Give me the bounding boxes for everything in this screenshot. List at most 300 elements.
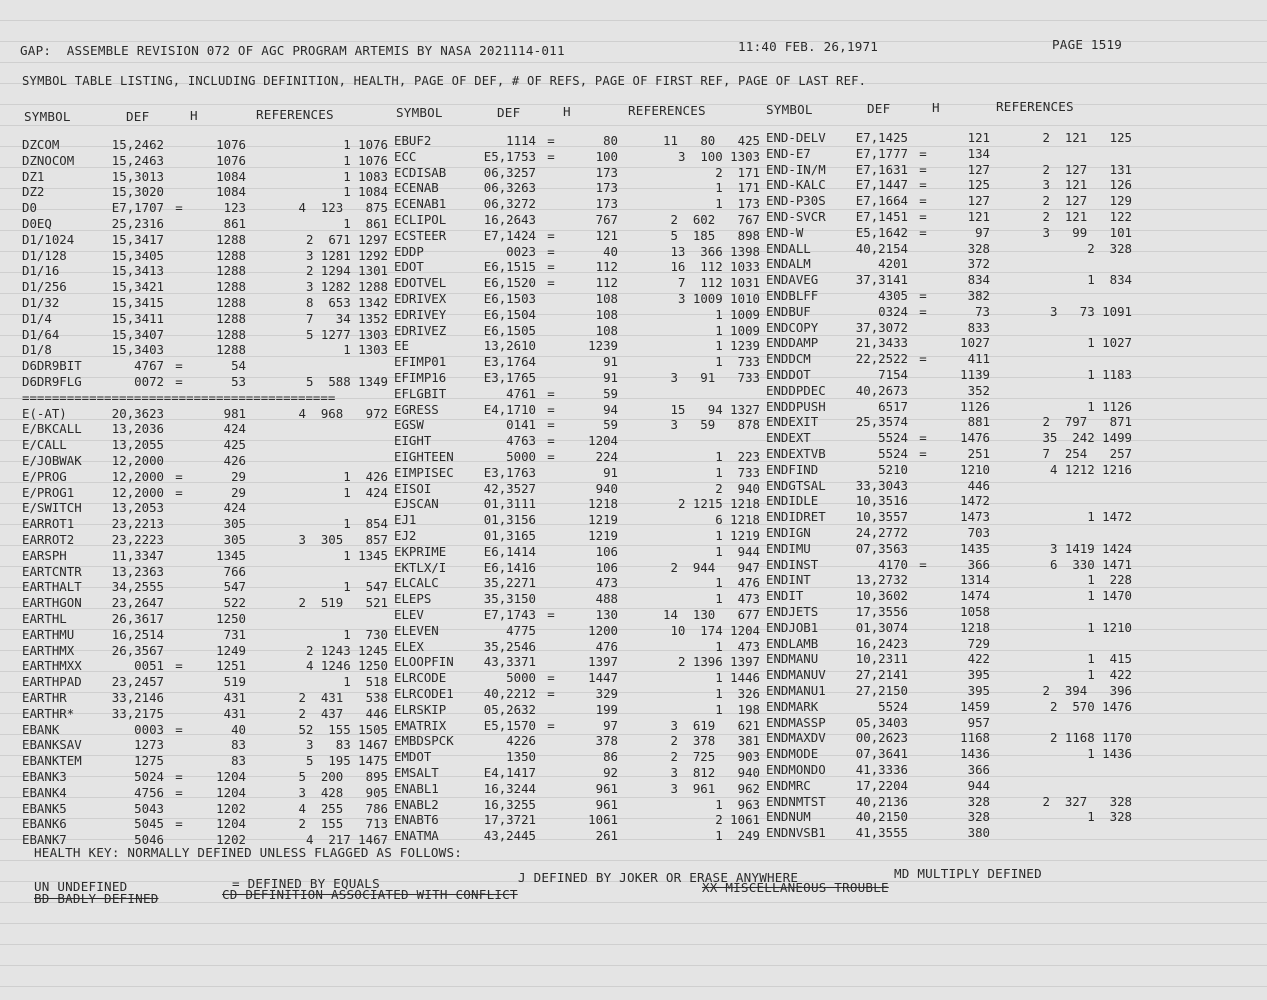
reference-list: 3 83 1467 bbox=[305, 737, 388, 753]
table-row bbox=[22, 549, 392, 563]
symbol-name: END-E7 bbox=[766, 145, 811, 161]
reference-list: 1 854 bbox=[343, 516, 388, 532]
table-row bbox=[394, 150, 764, 164]
definition-page: 366 bbox=[967, 556, 990, 572]
symbol-name: ECDISAB bbox=[394, 164, 447, 180]
symbol-definition: 43,2445 bbox=[483, 828, 536, 844]
table-row bbox=[394, 576, 764, 590]
reference-list: 1 1076 bbox=[343, 152, 388, 168]
symbol-name: ENDBUF bbox=[766, 303, 811, 319]
symbol-name: D1/16 bbox=[22, 263, 60, 279]
symbol-definition: E6,1515 bbox=[483, 259, 536, 275]
symbol-definition: 5000 bbox=[506, 670, 536, 686]
symbol-definition: 0023 bbox=[506, 243, 536, 259]
definition-page: 1200 bbox=[588, 622, 618, 638]
health-flag: = bbox=[547, 385, 555, 401]
symbol-definition: E5,1753 bbox=[483, 148, 536, 164]
symbol-definition: 33,3043 bbox=[855, 477, 908, 493]
symbol-name: D1/32 bbox=[22, 295, 60, 310]
definition-page: 519 bbox=[223, 674, 246, 690]
table-row bbox=[22, 154, 392, 168]
table-row bbox=[766, 763, 1136, 777]
reference-list: 3 99 101 bbox=[1042, 224, 1132, 240]
reference-list: 2 725 903 bbox=[670, 749, 760, 765]
symbol-definition: 4761 bbox=[506, 385, 536, 401]
symbol-definition: 13,2363 bbox=[111, 563, 164, 579]
definition-page: 59 bbox=[603, 417, 618, 433]
table-row bbox=[394, 418, 764, 432]
col-header-h: H bbox=[190, 108, 198, 123]
definition-page: 1288 bbox=[216, 247, 246, 263]
symbol-definition: 25,3574 bbox=[855, 414, 908, 430]
definition-page: 834 bbox=[967, 272, 990, 288]
symbol-definition: 35,2546 bbox=[483, 638, 536, 654]
table-row bbox=[394, 592, 764, 606]
table-row bbox=[22, 501, 392, 515]
symbol-definition: E7,1447 bbox=[855, 177, 908, 193]
table-row bbox=[766, 637, 1136, 651]
symbol-name: D1/8 bbox=[22, 342, 52, 358]
reference-list: 1 944 bbox=[715, 543, 760, 559]
table-row bbox=[766, 273, 1136, 287]
table-row bbox=[766, 826, 1136, 840]
table-row bbox=[394, 734, 764, 748]
symbol-definition: 40,2673 bbox=[855, 382, 908, 398]
reference-list: 3 121 126 bbox=[1042, 177, 1132, 193]
symbol-definition: 26,3617 bbox=[111, 611, 164, 626]
health-flag: = bbox=[919, 303, 927, 319]
table-row bbox=[394, 387, 764, 401]
symbol-name: ELOOPFIN bbox=[394, 654, 454, 670]
symbol-name: EARROT2 bbox=[22, 532, 75, 547]
symbol-definition: 40,2150 bbox=[855, 809, 908, 825]
reference-list: 1 1083 bbox=[343, 168, 388, 184]
definition-page: 1168 bbox=[960, 730, 990, 746]
table-row bbox=[22, 565, 392, 579]
reference-list: 1 473 bbox=[715, 591, 760, 607]
health-flag: = bbox=[919, 161, 927, 177]
definition-page: 422 bbox=[967, 651, 990, 667]
reference-list: 7 34 1352 bbox=[305, 310, 388, 326]
col-header-def: DEF bbox=[867, 101, 891, 116]
health-flag: = bbox=[919, 177, 927, 193]
health-flag: = bbox=[919, 145, 927, 161]
definition-page: 91 bbox=[603, 370, 618, 385]
definition-page: 731 bbox=[223, 626, 246, 642]
table-row bbox=[766, 257, 1136, 271]
symbol-definition: 5000 bbox=[506, 449, 536, 464]
symbol-name: ENDIGN bbox=[766, 525, 811, 540]
definition-page: 476 bbox=[595, 638, 618, 654]
table-row bbox=[766, 589, 1136, 603]
symbol-name: END-DELV bbox=[766, 130, 826, 145]
symbol-name: ENDNUM bbox=[766, 809, 811, 825]
definition-page: 1249 bbox=[216, 642, 246, 658]
reference-list: 1 834 bbox=[1087, 272, 1132, 288]
symbol-name: ENDDPUSH bbox=[766, 398, 826, 414]
symbol-definition: 41,3336 bbox=[855, 762, 908, 777]
reference-list: 2 378 381 bbox=[670, 733, 760, 749]
definition-page: 940 bbox=[595, 480, 618, 496]
symbol-definition: 23,2647 bbox=[111, 595, 164, 611]
definition-page: 1084 bbox=[216, 168, 246, 184]
definition-page: 91 bbox=[603, 464, 618, 480]
reference-list: 1 861 bbox=[343, 216, 388, 231]
definition-page: 1027 bbox=[960, 335, 990, 351]
health-flag: = bbox=[919, 224, 927, 240]
definition-page: 80 bbox=[603, 133, 618, 148]
table-row bbox=[22, 770, 392, 784]
table-row bbox=[394, 466, 764, 480]
reference-list: 5 588 1349 bbox=[305, 374, 388, 389]
symbol-definition: 27,2150 bbox=[855, 683, 908, 698]
symbol-name: EARTHL bbox=[22, 611, 67, 626]
definition-page: 424 bbox=[223, 421, 246, 437]
definition-page: 961 bbox=[595, 796, 618, 812]
print-timestamp: 11:40 FEB. 26,1971 bbox=[738, 39, 879, 54]
symbol-name: EARROT1 bbox=[22, 516, 75, 532]
reference-list: 52 155 1505 bbox=[298, 721, 388, 737]
symbol-definition: 1275 bbox=[134, 753, 164, 769]
symbol-definition: 22,2522 bbox=[855, 351, 908, 367]
table-row bbox=[766, 795, 1136, 809]
health-flag: = bbox=[919, 209, 927, 224]
symbol-name: ENDNVSB1 bbox=[766, 825, 826, 841]
table-row bbox=[766, 352, 1136, 366]
definition-page: 1436 bbox=[960, 746, 990, 762]
definition-page: 305 bbox=[223, 532, 246, 547]
table-row bbox=[394, 134, 764, 148]
table-row bbox=[22, 438, 392, 452]
symbol-definition: 23,2213 bbox=[111, 516, 164, 532]
table-row bbox=[766, 494, 1136, 508]
symbol-name: DZCOM bbox=[22, 137, 60, 152]
definition-page: 40 bbox=[231, 721, 246, 737]
definition-page: 328 bbox=[967, 793, 990, 809]
symbol-definition: 0051 bbox=[134, 658, 164, 674]
symbol-definition: 06,3257 bbox=[483, 164, 536, 180]
symbol-definition: 24,2772 bbox=[855, 525, 908, 540]
table-row bbox=[766, 479, 1136, 493]
table-row bbox=[22, 185, 392, 199]
definition-page: 1218 bbox=[960, 619, 990, 635]
table-row bbox=[22, 486, 392, 500]
symbol-definition: 5524 bbox=[878, 430, 908, 446]
reference-list: 1 1084 bbox=[343, 184, 388, 200]
reference-list: 1 1303 bbox=[343, 342, 388, 358]
symbol-name: ENDMRC bbox=[766, 777, 811, 793]
definition-page: 112 bbox=[595, 275, 618, 291]
symbol-definition: 4305 bbox=[878, 288, 908, 303]
reference-list: 1 171 bbox=[715, 180, 760, 196]
definition-page: 86 bbox=[603, 749, 618, 765]
health-key-heading: HEALTH KEY: NORMALLY DEFINED UNLESS FLAGGED AS FOLLOWS: bbox=[34, 845, 463, 860]
symbol-name: D0EQ bbox=[22, 216, 52, 231]
symbol-definition: 0072 bbox=[134, 374, 164, 389]
reference-list: 1 173 bbox=[715, 196, 760, 212]
health-flag: = bbox=[547, 148, 555, 164]
symbol-definition: 21,3433 bbox=[855, 335, 908, 351]
symbol-name: ENDMAXDV bbox=[766, 730, 826, 746]
table-row bbox=[766, 147, 1136, 161]
table-row bbox=[394, 640, 764, 654]
reference-list: 3 59 878 bbox=[670, 417, 760, 433]
health-key-misc: XX MISCELLANEOUS TROUBLE bbox=[702, 880, 889, 895]
symbol-definition: 15,3407 bbox=[111, 326, 164, 342]
definition-page: 134 bbox=[967, 145, 990, 161]
health-flag: = bbox=[175, 658, 183, 674]
symbol-name: ENDMANUV bbox=[766, 667, 826, 683]
table-row bbox=[22, 723, 392, 737]
symbol-name: EDOT bbox=[394, 259, 424, 275]
definition-page: 127 bbox=[967, 193, 990, 209]
health-flag: = bbox=[547, 227, 555, 243]
definition-page: 366 bbox=[967, 762, 990, 777]
reference-list: 2 1168 1170 bbox=[1049, 730, 1132, 746]
table-row bbox=[394, 624, 764, 638]
reference-list: 3 1282 1288 bbox=[305, 279, 388, 295]
definition-page: 53 bbox=[231, 374, 246, 389]
definition-page: 173 bbox=[595, 180, 618, 196]
definition-page: 1210 bbox=[960, 461, 990, 477]
reference-list: 5 200 895 bbox=[298, 769, 388, 784]
definition-page: 1288 bbox=[216, 231, 246, 247]
symbol-name: EARTHALT bbox=[22, 579, 82, 595]
symbol-definition: E3,1764 bbox=[483, 354, 536, 370]
symbol-name: ENDALM bbox=[766, 256, 811, 272]
table-row bbox=[394, 229, 764, 243]
table-row bbox=[22, 644, 392, 658]
symbol-name: EFLGBIT bbox=[394, 385, 447, 401]
col-header-def: DEF bbox=[126, 109, 150, 124]
symbol-definition: 4763 bbox=[506, 433, 536, 449]
symbol-name: ENDDCM bbox=[766, 351, 811, 367]
table-row bbox=[22, 628, 392, 642]
reference-list: 1 1210 bbox=[1087, 619, 1132, 635]
symbol-name: E/PROG bbox=[22, 468, 67, 484]
definition-page: 944 bbox=[967, 777, 990, 793]
symbol-name: ENDDPDEC bbox=[766, 382, 826, 398]
table-row bbox=[394, 292, 764, 306]
table-row bbox=[22, 233, 392, 247]
symbol-name: ENDJOB1 bbox=[766, 619, 819, 635]
table-row bbox=[394, 813, 764, 827]
definition-page: 395 bbox=[967, 667, 990, 683]
table-row bbox=[394, 766, 764, 780]
reference-list: 2 671 1297 bbox=[305, 231, 388, 247]
reference-list: 1 228 bbox=[1087, 572, 1132, 588]
table-row bbox=[22, 422, 392, 436]
col-header-references: REFERENCES bbox=[256, 107, 334, 122]
symbol-name: ELCALC bbox=[394, 575, 439, 591]
symbol-name: ENDIMU bbox=[766, 540, 811, 556]
symbol-definition: 15,3405 bbox=[111, 247, 164, 263]
table-row bbox=[394, 782, 764, 796]
definition-page: 1288 bbox=[216, 279, 246, 295]
table-row bbox=[22, 407, 392, 421]
definition-page: 91 bbox=[603, 354, 618, 370]
definition-page: 431 bbox=[223, 690, 246, 705]
definition-page: 488 bbox=[595, 591, 618, 607]
definition-page: 97 bbox=[975, 224, 990, 240]
table-row bbox=[766, 336, 1136, 350]
symbol-definition: 06,3272 bbox=[483, 196, 536, 212]
definition-page: 703 bbox=[967, 525, 990, 540]
symbol-name: ENDEXTVB bbox=[766, 446, 826, 461]
symbol-definition: 01,3074 bbox=[855, 619, 908, 635]
symbol-definition: 10,2311 bbox=[855, 651, 908, 667]
table-row bbox=[766, 605, 1136, 619]
reference-list: 1 1183 bbox=[1087, 367, 1132, 382]
symbol-name: ENATMA bbox=[394, 828, 439, 844]
health-flag: = bbox=[919, 288, 927, 303]
symbol-name: ELEPS bbox=[394, 591, 432, 607]
reference-list: 1 1345 bbox=[343, 547, 388, 563]
reference-list: 1 1470 bbox=[1087, 588, 1132, 604]
reference-list: 2 437 446 bbox=[298, 705, 388, 721]
table-row bbox=[766, 542, 1136, 556]
reference-list: 2 602 767 bbox=[670, 212, 760, 227]
reference-list: 1 1436 bbox=[1087, 746, 1132, 762]
reference-list: 3 428 905 bbox=[298, 784, 388, 800]
symbol-definition: E5,1642 bbox=[855, 224, 908, 240]
symbol-definition: 4767 bbox=[134, 358, 164, 374]
definition-page: 547 bbox=[223, 579, 246, 595]
definition-page: 92 bbox=[603, 765, 618, 780]
symbol-name: ENDMANU1 bbox=[766, 683, 826, 698]
health-flag: = bbox=[547, 717, 555, 733]
symbol-name: EARTHMU bbox=[22, 626, 75, 642]
reference-list: 2 1215 1218 bbox=[677, 496, 760, 512]
reference-list: 3 1281 1292 bbox=[305, 247, 388, 263]
table-row bbox=[766, 526, 1136, 540]
symbol-definition: E7,1424 bbox=[483, 227, 536, 243]
reference-list: 13 366 1398 bbox=[670, 243, 760, 259]
health-flag: = bbox=[175, 484, 183, 500]
reference-list: 2 121 122 bbox=[1042, 209, 1132, 224]
symbol-definition: 16,3255 bbox=[483, 796, 536, 812]
col-header-h: H bbox=[563, 104, 571, 119]
table-row bbox=[22, 580, 392, 594]
health-flag: = bbox=[547, 433, 555, 449]
symbol-definition: 05,2632 bbox=[483, 701, 536, 717]
symbol-definition: 41,3555 bbox=[855, 825, 908, 841]
reference-list: 1 1219 bbox=[715, 528, 760, 543]
reference-list: 3 100 1303 bbox=[677, 148, 760, 164]
symbol-name: ENDMANU bbox=[766, 651, 819, 667]
symbol-name: ELEV bbox=[394, 607, 424, 622]
symbol-name: E(-AT) bbox=[22, 405, 67, 421]
reference-list: 1 1126 bbox=[1087, 398, 1132, 414]
definition-page: 1076 bbox=[216, 137, 246, 152]
health-flag: = bbox=[919, 193, 927, 209]
definition-page: 83 bbox=[231, 737, 246, 753]
table-row bbox=[766, 810, 1136, 824]
symbol-definition: 26,3567 bbox=[111, 642, 164, 658]
table-row bbox=[394, 403, 764, 417]
health-flag: = bbox=[547, 259, 555, 275]
reference-list: 6 330 1471 bbox=[1049, 556, 1132, 572]
definition-page: 881 bbox=[967, 414, 990, 430]
symbol-name: EGSW bbox=[394, 417, 424, 433]
definition-page: 1476 bbox=[960, 430, 990, 446]
symbol-name: DZNOCOM bbox=[22, 152, 75, 168]
col-header-symbol: SYMBOL bbox=[24, 109, 71, 124]
definition-page: 380 bbox=[967, 825, 990, 841]
table-row bbox=[766, 321, 1136, 335]
assembly-title: GAP: ASSEMBLE REVISION 072 OF AGC PROGRAM ARTEMIS BY NASA 2021114-011 bbox=[20, 43, 565, 58]
table-row bbox=[394, 529, 764, 543]
symbol-name: EISOI bbox=[394, 480, 432, 496]
symbol-definition: 17,2204 bbox=[855, 777, 908, 793]
reference-list: 1 963 bbox=[715, 796, 760, 812]
table-row bbox=[394, 497, 764, 511]
symbol-definition: 5524 bbox=[878, 446, 908, 461]
reference-list: 2 171 bbox=[715, 164, 760, 180]
symbol-name: EFIMP16 bbox=[394, 370, 447, 385]
reference-list: 10 174 1204 bbox=[670, 622, 760, 638]
definition-page: 767 bbox=[595, 212, 618, 227]
symbol-definition: 00,2623 bbox=[855, 730, 908, 746]
symbol-name: EARTCNTR bbox=[22, 563, 82, 579]
definition-page: 1397 bbox=[588, 654, 618, 670]
reference-list: 3 619 621 bbox=[670, 717, 760, 733]
definition-page: 981 bbox=[223, 405, 246, 421]
reference-list: 5 185 898 bbox=[670, 227, 760, 243]
symbol-definition: E7,1631 bbox=[855, 161, 908, 177]
symbol-name: END-P30S bbox=[766, 193, 826, 209]
symbol-name: EBANK6 bbox=[22, 816, 67, 832]
symbol-definition: 05,3403 bbox=[855, 714, 908, 730]
table-row bbox=[394, 703, 764, 717]
symbol-name: ECENAB1 bbox=[394, 196, 447, 212]
health-flag: = bbox=[175, 374, 183, 389]
symbol-name: E/SWITCH bbox=[22, 500, 82, 516]
reference-list: 3 73 1091 bbox=[1049, 303, 1132, 319]
symbol-name: ENDEXIT bbox=[766, 414, 819, 430]
symbol-name: DZ1 bbox=[22, 168, 45, 184]
symbol-definition: 7154 bbox=[878, 367, 908, 382]
definition-page: 1061 bbox=[588, 812, 618, 828]
definition-page: 1250 bbox=[216, 611, 246, 626]
symbol-definition: E6,1416 bbox=[483, 559, 536, 575]
definition-page: 395 bbox=[967, 683, 990, 698]
table-row bbox=[394, 197, 764, 211]
definition-page: 352 bbox=[967, 382, 990, 398]
symbol-definition: 07,3641 bbox=[855, 746, 908, 762]
symbol-name: EDRIVEY bbox=[394, 306, 447, 322]
definition-page: 1084 bbox=[216, 184, 246, 200]
reference-list: 5 1277 1303 bbox=[305, 326, 388, 342]
reference-list: 11 80 425 bbox=[663, 133, 760, 148]
definition-page: 1288 bbox=[216, 295, 246, 310]
table-row bbox=[22, 470, 392, 484]
symbol-name: EIGHT bbox=[394, 433, 432, 449]
table-row bbox=[766, 747, 1136, 761]
reference-list: 7 254 257 bbox=[1042, 446, 1132, 461]
reference-list: 1 547 bbox=[343, 579, 388, 595]
symbol-definition: 0003 bbox=[134, 721, 164, 737]
table-row bbox=[22, 280, 392, 294]
health-key-undefined: UN UNDEFINED bbox=[34, 879, 128, 894]
health-flag: = bbox=[175, 784, 183, 800]
table-row bbox=[22, 359, 392, 373]
symbol-name: EDOTVEL bbox=[394, 275, 447, 291]
table-row bbox=[22, 659, 392, 673]
table-row bbox=[22, 391, 392, 405]
symbol-name: END-IN/M bbox=[766, 161, 826, 177]
table-row bbox=[22, 517, 392, 531]
